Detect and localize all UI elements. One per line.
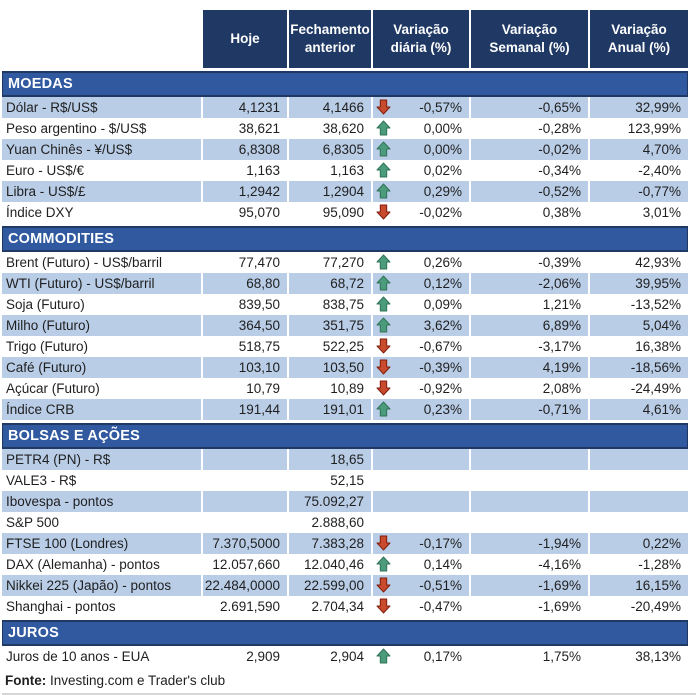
cell-hoje bbox=[203, 160, 287, 181]
cell-hoje bbox=[203, 646, 287, 667]
row-label bbox=[2, 252, 201, 273]
cell-variacao-anual bbox=[590, 160, 688, 181]
cell-fechamento-anterior bbox=[289, 294, 371, 315]
column-header-hoje: Hoje bbox=[203, 10, 287, 68]
cell-hoje bbox=[203, 357, 287, 378]
cell-fechamento-anterior bbox=[289, 273, 371, 294]
cell-variacao-diaria-value: 0,26% bbox=[423, 255, 462, 270]
section-header-moedas bbox=[2, 71, 688, 97]
row-label bbox=[2, 357, 201, 378]
cell-variacao-anual bbox=[590, 118, 688, 139]
cell-variacao-diaria-value: -0,47% bbox=[419, 599, 462, 614]
cell-hoje bbox=[203, 181, 287, 202]
down-arrow-icon bbox=[376, 380, 391, 396]
cell-variacao-anual bbox=[590, 449, 688, 470]
cell-fechamento-anterior-value: 12.040,46 bbox=[303, 557, 364, 572]
cell-variacao-diaria bbox=[373, 336, 469, 357]
cell-variacao-anual-value: 38,13% bbox=[635, 649, 681, 664]
cell-variacao-anual-value: 42,93% bbox=[635, 255, 681, 270]
up-arrow-icon bbox=[376, 275, 391, 291]
cell-fechamento-anterior bbox=[289, 181, 371, 202]
row-label bbox=[2, 491, 201, 512]
cell-fechamento-anterior-value: 38,620 bbox=[322, 121, 364, 136]
source-note bbox=[5, 673, 692, 688]
cell-variacao-diaria bbox=[373, 512, 469, 533]
cell-hoje-value: 4,1231 bbox=[238, 100, 280, 115]
section-header-commodities bbox=[2, 226, 688, 252]
row-label bbox=[2, 181, 201, 202]
down-arrow-icon bbox=[376, 338, 391, 354]
cell-fechamento-anterior-value: 7.383,28 bbox=[311, 536, 364, 551]
row-label bbox=[2, 512, 201, 533]
cell-fechamento-anterior-value: 4,1466 bbox=[322, 100, 364, 115]
cell-variacao-semanal bbox=[471, 202, 588, 223]
cell-fechamento-anterior bbox=[289, 118, 371, 139]
cell-variacao-anual bbox=[590, 202, 688, 223]
cell-fechamento-anterior-value: 103,50 bbox=[322, 360, 364, 375]
cell-fechamento-anterior-value: 2.888,60 bbox=[311, 515, 364, 530]
row-label-value: Peso argentino - $/US$ bbox=[6, 121, 147, 136]
cell-hoje-value: 518,75 bbox=[238, 339, 280, 354]
cell-variacao-diaria-value: -0,02% bbox=[419, 205, 462, 220]
cell-variacao-anual bbox=[590, 491, 688, 512]
cell-variacao-anual-value: -2,40% bbox=[638, 163, 681, 178]
row-label-value: VALE3 - R$ bbox=[6, 473, 77, 488]
cell-hoje-value: 1,163 bbox=[246, 163, 280, 178]
cell-variacao-semanal bbox=[471, 646, 588, 667]
cell-variacao-semanal bbox=[471, 139, 588, 160]
cell-fechamento-anterior bbox=[289, 554, 371, 575]
row-label bbox=[2, 118, 201, 139]
cell-hoje bbox=[203, 336, 287, 357]
cell-variacao-semanal bbox=[471, 160, 588, 181]
cell-variacao-anual-value: 16,38% bbox=[635, 339, 681, 354]
cell-variacao-semanal bbox=[471, 97, 588, 118]
cell-variacao-anual-value: -18,56% bbox=[630, 360, 681, 375]
cell-variacao-semanal bbox=[471, 273, 588, 294]
cell-variacao-anual bbox=[590, 294, 688, 315]
cell-hoje bbox=[203, 470, 287, 491]
cell-variacao-diaria bbox=[373, 575, 469, 596]
cell-variacao-diaria-value: 0,09% bbox=[423, 297, 462, 312]
cell-variacao-semanal bbox=[471, 554, 588, 575]
cell-variacao-diaria-value: -0,39% bbox=[419, 360, 462, 375]
cell-variacao-semanal-value: -0,34% bbox=[538, 163, 581, 178]
cell-variacao-diaria bbox=[373, 491, 469, 512]
cell-variacao-semanal-value: 1,21% bbox=[542, 297, 581, 312]
cell-variacao-diaria bbox=[373, 160, 469, 181]
cell-variacao-anual-value: 5,04% bbox=[642, 318, 681, 333]
row-label bbox=[2, 554, 201, 575]
cell-fechamento-anterior bbox=[289, 202, 371, 223]
row-label-value: Dólar - R$/US$ bbox=[6, 100, 98, 115]
section-header-juros bbox=[2, 620, 688, 646]
cell-fechamento-anterior-value: 75.092,27 bbox=[303, 494, 364, 509]
row-label bbox=[2, 294, 201, 315]
row-label bbox=[2, 575, 201, 596]
cell-variacao-semanal-value: -0,39% bbox=[538, 255, 581, 270]
cell-variacao-diaria-value: -0,51% bbox=[419, 578, 462, 593]
row-label-value: Libra - US$/£ bbox=[6, 184, 86, 199]
cell-variacao-diaria-value: -0,92% bbox=[419, 381, 462, 396]
column-header-variacao-diaria: Variação diária (%) bbox=[373, 10, 469, 68]
cell-fechamento-anterior bbox=[289, 470, 371, 491]
up-arrow-icon bbox=[376, 162, 391, 178]
cell-variacao-diaria bbox=[373, 596, 469, 617]
cell-variacao-anual-value: 32,99% bbox=[635, 100, 681, 115]
row-label-value: Milho (Futuro) bbox=[6, 318, 91, 333]
cell-variacao-semanal bbox=[471, 181, 588, 202]
cell-variacao-diaria bbox=[373, 202, 469, 223]
row-label-value: Shanghai - pontos bbox=[6, 599, 116, 614]
cell-hoje bbox=[203, 575, 287, 596]
cell-fechamento-anterior bbox=[289, 596, 371, 617]
cell-variacao-diaria-value: 0,00% bbox=[423, 142, 462, 157]
cell-fechamento-anterior-value: 18,65 bbox=[330, 452, 364, 467]
column-header-variacao-semanal: Variação Semanal (%) bbox=[471, 10, 588, 68]
cell-fechamento-anterior-value: 52,15 bbox=[330, 473, 364, 488]
cell-hoje-value: 2.691,590 bbox=[219, 599, 280, 614]
row-label-value: Euro - US$/€ bbox=[6, 163, 85, 178]
down-arrow-icon bbox=[376, 535, 391, 551]
cell-variacao-anual-value: 39,95% bbox=[635, 276, 681, 291]
header-corner-blank bbox=[2, 10, 201, 68]
row-label-value: Soja (Futuro) bbox=[6, 297, 85, 312]
section-title: JUROS bbox=[8, 625, 59, 641]
cell-variacao-anual bbox=[590, 378, 688, 399]
cell-hoje-value: 77,470 bbox=[238, 255, 280, 270]
cell-variacao-semanal bbox=[471, 533, 588, 554]
cell-fechamento-anterior-value: 10,89 bbox=[330, 381, 364, 396]
cell-hoje-value: 22.484,0000 bbox=[204, 578, 280, 593]
row-label bbox=[2, 596, 201, 617]
up-arrow-icon bbox=[376, 648, 391, 664]
row-label bbox=[2, 646, 201, 667]
row-label-value: Índice DXY bbox=[6, 205, 74, 220]
cell-fechamento-anterior bbox=[289, 139, 371, 160]
cell-variacao-semanal-value: -1,69% bbox=[538, 578, 581, 593]
cell-variacao-anual-value: -0,77% bbox=[638, 184, 681, 199]
cell-variacao-semanal bbox=[471, 575, 588, 596]
cell-variacao-semanal bbox=[471, 596, 588, 617]
up-arrow-icon bbox=[376, 296, 391, 312]
up-arrow-icon bbox=[376, 401, 391, 417]
cell-hoje-value: 10,79 bbox=[246, 381, 280, 396]
cell-fechamento-anterior-value: 191,01 bbox=[322, 402, 364, 417]
cell-hoje-value: 839,50 bbox=[238, 297, 280, 312]
cell-hoje bbox=[203, 491, 287, 512]
cell-variacao-semanal bbox=[471, 336, 588, 357]
cell-variacao-diaria bbox=[373, 646, 469, 667]
cell-hoje bbox=[203, 554, 287, 575]
cell-variacao-diaria bbox=[373, 357, 469, 378]
cell-fechamento-anterior bbox=[289, 252, 371, 273]
cell-hoje bbox=[203, 294, 287, 315]
cell-variacao-diaria bbox=[373, 139, 469, 160]
financial-table bbox=[2, 10, 690, 667]
cell-variacao-anual bbox=[590, 646, 688, 667]
cell-variacao-anual-value: 4,61% bbox=[642, 402, 681, 417]
cell-fechamento-anterior-value: 22.599,00 bbox=[303, 578, 364, 593]
column-header-fechamento: Fechamento anterior bbox=[289, 10, 371, 68]
cell-hoje-value: 68,80 bbox=[246, 276, 280, 291]
cell-variacao-diaria-value: -0,17% bbox=[419, 536, 462, 551]
cell-variacao-diaria bbox=[373, 181, 469, 202]
up-arrow-icon bbox=[376, 556, 391, 572]
cell-variacao-anual-value: -20,49% bbox=[630, 599, 681, 614]
cell-fechamento-anterior-value: 838,75 bbox=[322, 297, 364, 312]
row-label bbox=[2, 273, 201, 294]
cell-hoje bbox=[203, 596, 287, 617]
cell-variacao-diaria-value: 0,12% bbox=[423, 276, 462, 291]
cell-variacao-semanal-value: 2,08% bbox=[542, 381, 581, 396]
cell-fechamento-anterior-value: 68,72 bbox=[330, 276, 364, 291]
cell-variacao-anual bbox=[590, 315, 688, 336]
cell-fechamento-anterior bbox=[289, 399, 371, 420]
cell-fechamento-anterior-value: 95,090 bbox=[322, 205, 364, 220]
cell-variacao-diaria-value: 0,23% bbox=[423, 402, 462, 417]
cell-hoje bbox=[203, 533, 287, 554]
cell-hoje-value: 364,50 bbox=[238, 318, 280, 333]
cell-hoje-value: 12.057,660 bbox=[212, 557, 280, 572]
cell-fechamento-anterior bbox=[289, 160, 371, 181]
up-arrow-icon bbox=[376, 141, 391, 157]
cell-variacao-anual bbox=[590, 533, 688, 554]
cell-variacao-diaria bbox=[373, 294, 469, 315]
cell-variacao-diaria bbox=[373, 378, 469, 399]
up-arrow-icon bbox=[376, 183, 391, 199]
row-label-value: DAX (Alemanha) - pontos bbox=[6, 557, 160, 572]
cell-variacao-diaria-value: -0,57% bbox=[419, 100, 462, 115]
cell-variacao-anual-value: -13,52% bbox=[630, 297, 681, 312]
row-label bbox=[2, 202, 201, 223]
cell-hoje-value: 1,2942 bbox=[238, 184, 280, 199]
row-label-value: Açúcar (Futuro) bbox=[6, 381, 100, 396]
cell-variacao-semanal-value: -1,69% bbox=[538, 599, 581, 614]
cell-variacao-anual-value: 16,15% bbox=[635, 578, 681, 593]
cell-hoje bbox=[203, 273, 287, 294]
cell-variacao-diaria bbox=[373, 252, 469, 273]
cell-hoje bbox=[203, 449, 287, 470]
row-label bbox=[2, 97, 201, 118]
cell-variacao-semanal bbox=[471, 252, 588, 273]
cell-variacao-diaria bbox=[373, 399, 469, 420]
cell-variacao-anual-value: -24,49% bbox=[630, 381, 681, 396]
cell-variacao-diaria bbox=[373, 449, 469, 470]
cell-variacao-semanal-value: 1,75% bbox=[542, 649, 581, 664]
row-label bbox=[2, 470, 201, 491]
cell-variacao-anual bbox=[590, 512, 688, 533]
cell-variacao-diaria-value: 0,29% bbox=[423, 184, 462, 199]
cell-hoje bbox=[203, 139, 287, 160]
cell-variacao-anual bbox=[590, 554, 688, 575]
cell-fechamento-anterior bbox=[289, 533, 371, 554]
up-arrow-icon bbox=[376, 254, 391, 270]
cell-hoje-value: 38,621 bbox=[238, 121, 280, 136]
cell-hoje bbox=[203, 252, 287, 273]
cell-variacao-anual bbox=[590, 273, 688, 294]
row-label-value: S&P 500 bbox=[6, 515, 60, 530]
cell-fechamento-anterior-value: 351,75 bbox=[322, 318, 364, 333]
cell-variacao-anual-value: 123,99% bbox=[627, 121, 681, 136]
cell-fechamento-anterior bbox=[289, 512, 371, 533]
cell-variacao-semanal-value: 0,38% bbox=[542, 205, 581, 220]
cell-fechamento-anterior-value: 1,2904 bbox=[322, 184, 364, 199]
row-label-value: Nikkei 225 (Japão) - pontos bbox=[6, 578, 172, 593]
cell-hoje-value: 95,070 bbox=[238, 205, 280, 220]
down-arrow-icon bbox=[376, 204, 391, 220]
cell-fechamento-anterior bbox=[289, 491, 371, 512]
cell-fechamento-anterior-value: 1,163 bbox=[330, 163, 364, 178]
up-arrow-icon bbox=[376, 120, 391, 136]
row-label bbox=[2, 336, 201, 357]
cell-variacao-semanal-value: 4,19% bbox=[542, 360, 581, 375]
cell-fechamento-anterior-value: 2.704,34 bbox=[311, 599, 364, 614]
cell-hoje bbox=[203, 118, 287, 139]
cell-fechamento-anterior-value: 522,25 bbox=[322, 339, 364, 354]
cell-variacao-semanal-value: -3,17% bbox=[538, 339, 581, 354]
cell-variacao-anual-value: 3,01% bbox=[642, 205, 681, 220]
cell-variacao-anual bbox=[590, 139, 688, 160]
cell-hoje bbox=[203, 399, 287, 420]
row-label bbox=[2, 378, 201, 399]
cell-variacao-anual bbox=[590, 336, 688, 357]
row-label-value: Índice CRB bbox=[6, 402, 75, 417]
cell-variacao-diaria bbox=[373, 118, 469, 139]
row-label bbox=[2, 139, 201, 160]
down-arrow-icon bbox=[376, 577, 391, 593]
cell-fechamento-anterior bbox=[289, 357, 371, 378]
cell-variacao-anual bbox=[590, 470, 688, 491]
cell-variacao-semanal-value: -1,94% bbox=[538, 536, 581, 551]
row-label-value: Yuan Chinês - ¥/US$ bbox=[6, 142, 133, 157]
cell-fechamento-anterior bbox=[289, 449, 371, 470]
cell-variacao-semanal-value: -4,16% bbox=[538, 557, 581, 572]
row-label bbox=[2, 533, 201, 554]
row-label-value: Juros de 10 anos - EUA bbox=[6, 649, 150, 664]
cell-variacao-anual bbox=[590, 357, 688, 378]
cell-variacao-anual bbox=[590, 596, 688, 617]
cell-variacao-diaria bbox=[373, 97, 469, 118]
cell-variacao-semanal-value: -0,52% bbox=[538, 184, 581, 199]
source-note-text: Investing.com e Trader's club bbox=[46, 673, 226, 688]
cell-fechamento-anterior-value: 2,904 bbox=[330, 649, 364, 664]
cell-variacao-anual bbox=[590, 252, 688, 273]
row-label-value: Ibovespa - pontos bbox=[6, 494, 114, 509]
cell-variacao-diaria bbox=[373, 470, 469, 491]
row-label-value: WTI (Futuro) - US$/barril bbox=[6, 276, 155, 291]
section-header-bolsas-e-acoes bbox=[2, 423, 688, 449]
cell-variacao-diaria-value: 0,02% bbox=[423, 163, 462, 178]
cell-fechamento-anterior bbox=[289, 336, 371, 357]
cell-hoje bbox=[203, 378, 287, 399]
cell-variacao-semanal bbox=[471, 357, 588, 378]
down-arrow-icon bbox=[376, 598, 391, 614]
row-label-value: PETR4 (PN) - R$ bbox=[6, 452, 111, 467]
cell-variacao-anual-value: -1,28% bbox=[638, 557, 681, 572]
row-label bbox=[2, 315, 201, 336]
cell-fechamento-anterior-value: 77,270 bbox=[322, 255, 364, 270]
cell-variacao-diaria-value: 0,00% bbox=[423, 121, 462, 136]
cell-hoje bbox=[203, 315, 287, 336]
row-label bbox=[2, 449, 201, 470]
cell-fechamento-anterior bbox=[289, 378, 371, 399]
cell-variacao-semanal bbox=[471, 512, 588, 533]
down-arrow-icon bbox=[376, 359, 391, 375]
row-label-value: Brent (Futuro) - US$/barril bbox=[6, 255, 163, 270]
cell-variacao-diaria bbox=[373, 533, 469, 554]
cell-hoje-value: 6,8308 bbox=[238, 142, 280, 157]
cell-variacao-anual bbox=[590, 575, 688, 596]
cell-hoje-value: 7.370,5000 bbox=[212, 536, 280, 551]
cell-variacao-diaria-value: 0,17% bbox=[423, 649, 462, 664]
cell-variacao-anual-value: 4,70% bbox=[642, 142, 681, 157]
row-label bbox=[2, 160, 201, 181]
cell-hoje-value: 191,44 bbox=[238, 402, 280, 417]
cell-variacao-semanal-value: -0,28% bbox=[538, 121, 581, 136]
cell-variacao-anual bbox=[590, 97, 688, 118]
cell-variacao-semanal bbox=[471, 315, 588, 336]
cell-variacao-diaria bbox=[373, 554, 469, 575]
cell-variacao-semanal bbox=[471, 294, 588, 315]
cell-variacao-anual bbox=[590, 399, 688, 420]
cell-variacao-semanal-value: -0,65% bbox=[538, 100, 581, 115]
cell-hoje bbox=[203, 512, 287, 533]
cell-variacao-diaria-value: -0,67% bbox=[419, 339, 462, 354]
cell-variacao-semanal-value: 6,89% bbox=[542, 318, 581, 333]
cell-variacao-semanal bbox=[471, 491, 588, 512]
cell-fechamento-anterior bbox=[289, 575, 371, 596]
cell-variacao-semanal bbox=[471, 399, 588, 420]
cell-variacao-diaria bbox=[373, 315, 469, 336]
cell-fechamento-anterior bbox=[289, 646, 371, 667]
row-label-value: Trigo (Futuro) bbox=[6, 339, 89, 354]
cell-variacao-diaria-value: 0,14% bbox=[423, 557, 462, 572]
cell-hoje-value: 2,909 bbox=[246, 649, 280, 664]
cell-variacao-semanal-value: -2,06% bbox=[538, 276, 581, 291]
cell-variacao-semanal bbox=[471, 449, 588, 470]
row-label bbox=[2, 399, 201, 420]
cell-variacao-semanal-value: -0,02% bbox=[538, 142, 581, 157]
cell-hoje-value: 103,10 bbox=[238, 360, 280, 375]
cell-fechamento-anterior-value: 6,8305 bbox=[322, 142, 364, 157]
cell-variacao-semanal bbox=[471, 378, 588, 399]
cell-variacao-semanal-value: -0,71% bbox=[538, 402, 581, 417]
section-title: COMMODITIES bbox=[8, 231, 115, 247]
column-header-variacao-anual: Variação Anual (%) bbox=[590, 10, 688, 68]
cell-variacao-anual-value: 0,22% bbox=[642, 536, 681, 551]
down-arrow-icon bbox=[376, 99, 391, 115]
source-note-label: Fonte: bbox=[5, 673, 47, 688]
cell-fechamento-anterior bbox=[289, 97, 371, 118]
cell-variacao-diaria-value: 3,62% bbox=[423, 318, 462, 333]
section-title: MOEDAS bbox=[8, 76, 73, 92]
section-title: BOLSAS E AÇÕES bbox=[8, 428, 140, 444]
cell-fechamento-anterior bbox=[289, 315, 371, 336]
up-arrow-icon bbox=[376, 317, 391, 333]
row-label-value: Café (Futuro) bbox=[6, 360, 87, 375]
cell-variacao-semanal bbox=[471, 470, 588, 491]
cell-hoje bbox=[203, 202, 287, 223]
cell-hoje bbox=[203, 97, 287, 118]
cell-variacao-anual bbox=[590, 181, 688, 202]
cell-variacao-semanal bbox=[471, 118, 588, 139]
row-label-value: FTSE 100 (Londres) bbox=[6, 536, 129, 551]
cell-variacao-diaria bbox=[373, 273, 469, 294]
